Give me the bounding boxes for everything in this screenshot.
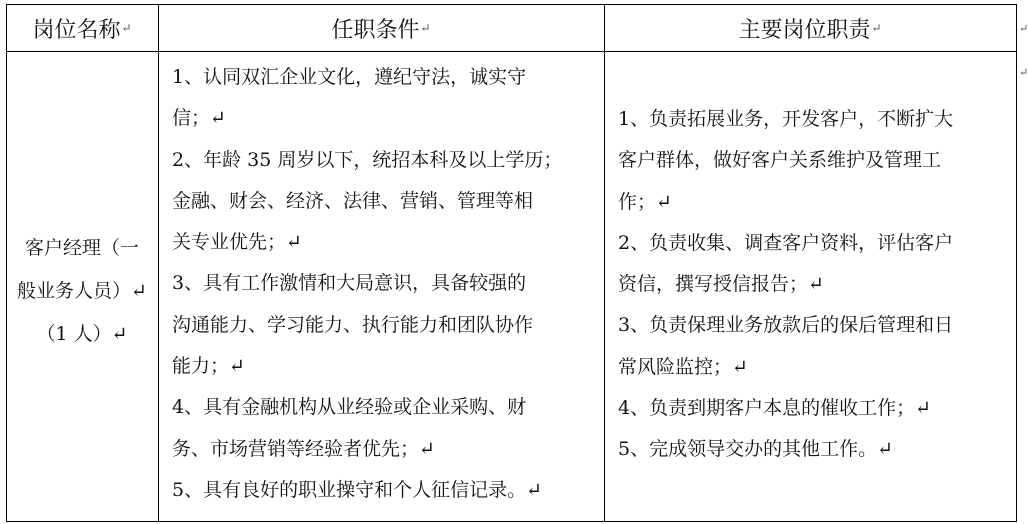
header-cell-requirements: [158, 5, 604, 51]
duty-line: 作；↵: [618, 190, 672, 213]
header-duties-label: 主要岗位职责: [738, 17, 871, 43]
requirement-line: 金融、财会、经济、法律、营销、管理等相: [172, 189, 534, 212]
row-end-mark: ↵: [1019, 22, 1028, 35]
position-line: 般业务人员）↵: [17, 280, 147, 302]
duties-cell: [618, 99, 953, 471]
paragraph-mark: ↵: [871, 21, 882, 35]
duty-line: 2、负责收集、调查客户资料，评估客户: [618, 231, 954, 254]
header-cell-position: [6, 5, 158, 51]
row-end-mark: ↵: [1019, 66, 1028, 79]
requirement-line: 3、具有工作激情和大局意识，具备较强的: [172, 272, 527, 295]
duty-line: 5、完成领导交办的其他工作。↵: [618, 438, 894, 461]
requirement-line: 1、认同双汇企业文化，遵纪守法，诚实守: [172, 66, 527, 88]
requirement-line: 2、年龄 35 周岁以下，统招本科及以上学历；: [172, 148, 563, 171]
duty-line: 常风险监控；↵: [618, 355, 748, 378]
requirements-cell: [172, 57, 562, 511]
duty-line: 1、负责拓展业务，开发客户，不断扩大: [618, 108, 954, 130]
requirement-line: 能力；↵: [172, 355, 245, 378]
position-line: （1 人）↵: [36, 323, 128, 345]
requirement-line: 务、市场营销等经验者优先；↵: [172, 437, 435, 460]
requirement-line: 5、具有良好的职业操守和个人征信记录。↵: [172, 478, 543, 501]
requirement-line: 信；↵: [172, 107, 226, 130]
duty-line: 4、负责到期客户本息的催收工作；↵: [618, 397, 932, 420]
requirement-line: 关专业优先；↵: [172, 231, 302, 254]
duty-line: 资信，撰写授信报告；↵: [618, 273, 824, 296]
header-requirements-label: 任职条件: [331, 17, 420, 43]
paragraph-mark: ↵: [121, 21, 132, 35]
position-cell: [6, 227, 158, 356]
header-cell-duties: [604, 5, 1016, 51]
duty-line: 客户群体，做好客户关系维护及管理工: [618, 149, 942, 172]
header-position-label: 岗位名称: [32, 17, 121, 43]
column-divider: [158, 5, 159, 521]
paragraph-mark: ↵: [420, 21, 431, 35]
position-line: 客户经理（一: [24, 237, 139, 259]
duty-line: 3、负责保理业务放款后的保后管理和日: [618, 314, 954, 337]
requirement-line: 4、具有金融机构从业经验或企业采购、财: [172, 396, 527, 419]
column-divider: [604, 5, 605, 521]
job-table: [6, 4, 1017, 522]
requirement-line: 沟通能力、学习能力、执行能力和团队协作: [172, 313, 534, 336]
column-divider: [1016, 5, 1017, 521]
header-divider: [6, 51, 1017, 52]
